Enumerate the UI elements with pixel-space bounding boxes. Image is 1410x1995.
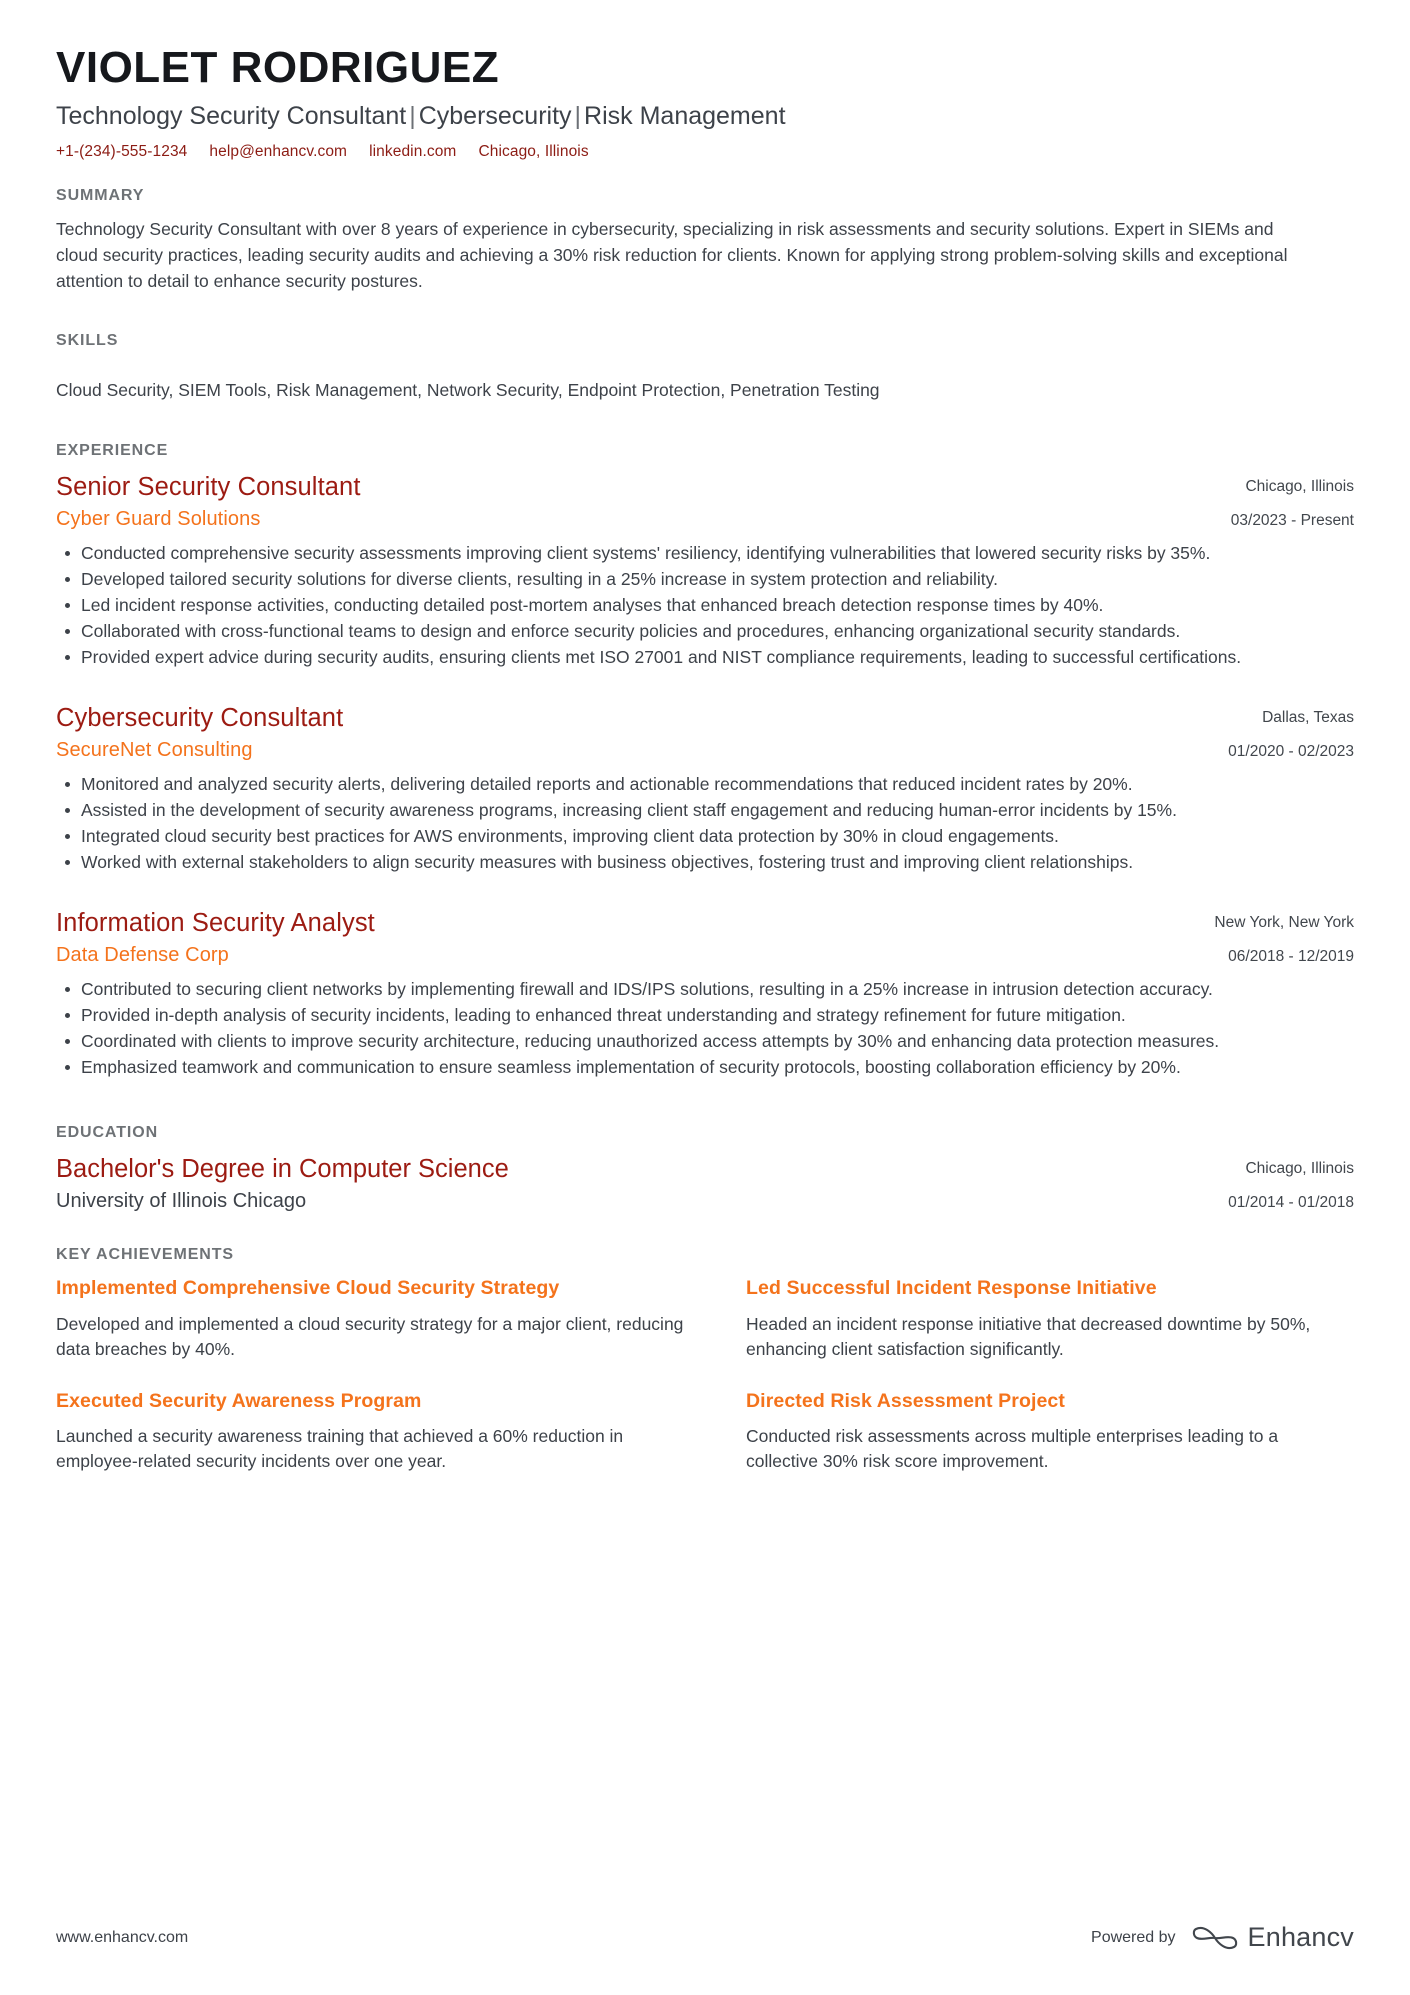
experience-entry-titles — [56, 908, 1214, 968]
job-location: New York, New York — [1214, 913, 1354, 931]
school-dates: 01/2014 - 01/2018 — [1228, 1194, 1354, 1212]
experience-entry-header — [56, 908, 1354, 968]
achievement-title: Led Successful Incident Response Initiative — [746, 1277, 1157, 1300]
experience-entry-header — [56, 472, 1354, 532]
education-entry-meta — [1228, 1154, 1354, 1211]
achievement-title: Implemented Comprehensive Cloud Security Strategy — [56, 1277, 560, 1300]
experience-entry-meta — [1231, 472, 1354, 529]
section-title-skills: SKILLS — [56, 332, 119, 350]
job-bullet: Integrated cloud security best practices for AWS environments, improving client data protection by 30% in cloud engagements. — [56, 824, 1354, 849]
job-title: Senior Security Consultant — [56, 472, 361, 501]
contact-email[interactable]: help@enhancv.com — [209, 143, 348, 161]
achievement-description: Headed an incident response initiative that decreased downtime by 50%, enhancing client satisfaction significantly. — [746, 1313, 1311, 1360]
headline-separator-2: | — [574, 101, 582, 130]
summary-text: Technology Security Consultant with over 8 years of experience in cybersecurity, specializing in risk assessments and security solutions. Expert in SIEMs and cloud security practices, leading security audits and achieving a 30% risk reduction for clients. Known for applying strong problem-solving skills and exceptional attention to detail to enhance security postures. — [56, 219, 1288, 291]
achievement-item — [56, 1389, 716, 1475]
experience-entry — [56, 908, 1354, 1081]
spacer — [56, 298, 1354, 332]
experience-entry-header — [56, 703, 1354, 763]
degree-title: Bachelor's Degree in Computer Science — [56, 1155, 509, 1184]
job-bullet-list — [56, 977, 1354, 1081]
section-title-summary: SUMMARY — [56, 187, 145, 205]
resume-header — [56, 42, 1354, 161]
job-title: Cybersecurity Consultant — [56, 703, 344, 732]
job-bullet: Provided expert advice during security audits, ensuring clients met ISO 27001 and NIST compliance requirements, leading to successful certifications. — [56, 645, 1354, 670]
section-title-key-achievements: KEY ACHIEVEMENTS — [56, 1246, 234, 1264]
job-bullet: Monitored and analyzed security alerts, delivering detailed reports and actionable recommendations that reduced incident rates by 20%. — [56, 772, 1354, 797]
achievement-item — [746, 1389, 1354, 1475]
job-bullet: Coordinated with clients to improve security architecture, reducing unauthorized access attempts by 30% and enhancing data protection measures. — [56, 1029, 1354, 1054]
enhancv-brand — [1192, 1922, 1354, 1953]
experience-entry — [56, 703, 1354, 876]
company-name: SecureNet Consulting — [56, 738, 253, 761]
section-key-achievements — [56, 1246, 1354, 1474]
achievement-title: Executed Security Awareness Program — [56, 1389, 422, 1412]
candidate-name: VIOLET RODRIGUEZ — [56, 43, 500, 92]
footer-website[interactable]: www.enhancv.com — [56, 1928, 189, 1946]
section-experience — [56, 442, 1354, 1081]
candidate-headline — [56, 100, 1354, 133]
job-bullet: Contributed to securing client networks by implementing firewall and IDS/IPS solutions, resulting in a 25% increase in intrusion detection accuracy. — [56, 977, 1354, 1002]
job-dates: 06/2018 - 12/2019 — [1228, 947, 1354, 965]
achievement-description: Developed and implemented a cloud security strategy for a major client, reducing data breaches by 40%. — [56, 1313, 684, 1360]
job-bullet: Emphasized teamwork and communication to ensure seamless implementation of security protocols, boosting collaboration efficiency by 20%. — [56, 1055, 1354, 1080]
key-achievements-grid — [56, 1276, 1354, 1474]
job-bullet: Conducted comprehensive security assessments improving client systems' resiliency, identifying vulnerabilities that lowered security risks by 35%. — [56, 541, 1354, 566]
section-skills — [56, 332, 1354, 404]
experience-entry-meta — [1228, 703, 1354, 760]
job-title: Information Security Analyst — [56, 908, 375, 937]
job-location: Dallas, Texas — [1262, 708, 1354, 726]
spacer — [56, 1224, 1354, 1246]
job-location: Chicago, Illinois — [1245, 477, 1354, 495]
education-entry-header — [56, 1154, 1354, 1214]
job-dates: 01/2020 - 02/2023 — [1228, 742, 1354, 760]
headline-part-3: Risk Management — [584, 101, 786, 130]
school-name: University of Illinois Chicago — [56, 1190, 307, 1213]
job-bullet: Led incident response activities, conducting detailed post-mortem analyses that enhanced breach detection response times by 40%. — [56, 593, 1354, 618]
education-entry — [56, 1154, 1354, 1214]
spacer — [56, 408, 1354, 442]
section-education — [56, 1124, 1354, 1214]
enhancv-brand-name: Enhancv — [1247, 1922, 1354, 1952]
job-bullet: Assisted in the development of security awareness programs, increasing client staff engagement and reducing human-error incidents by 15%. — [56, 798, 1354, 823]
job-bullet: Developed tailored security solutions for diverse clients, resulting in a 25% increase in system protection and reliability. — [56, 567, 1354, 592]
experience-entry-titles — [56, 703, 1228, 763]
experience-entry — [56, 472, 1354, 671]
experience-entry-titles — [56, 472, 1231, 532]
achievement-description: Launched a security awareness training that achieved a 60% reduction in employee-related security incidents over one year. — [56, 1425, 624, 1472]
contact-linkedin[interactable]: linkedin.com — [369, 143, 457, 161]
experience-entry-meta — [1214, 908, 1354, 965]
enhancv-logo-icon — [1192, 1923, 1238, 1953]
headline-part-2: Cybersecurity — [418, 101, 572, 130]
achievement-title: Directed Risk Assessment Project — [746, 1389, 1065, 1412]
job-bullet: Provided in-depth analysis of security incidents, leading to enhanced threat understanding and strategy refinement for future mitigation. — [56, 1003, 1354, 1028]
contact-phone[interactable]: +1-(234)-555-1234 — [56, 143, 188, 161]
contact-location: Chicago, Illinois — [478, 143, 589, 161]
achievement-description: Conducted risk assessments across multiple enterprises leading to a collective 30% risk score improvement. — [746, 1425, 1279, 1472]
achievement-item — [746, 1276, 1354, 1362]
company-name: Cyber Guard Solutions — [56, 507, 261, 530]
skills-text: Cloud Security, SIEM Tools, Risk Management, Network Security, Endpoint Protection, Penetration Testing — [56, 380, 880, 401]
section-title-education: EDUCATION — [56, 1124, 159, 1142]
spacer — [56, 1090, 1354, 1124]
headline-separator-1: | — [409, 101, 416, 130]
footer-branding — [1091, 1922, 1354, 1953]
section-title-experience: EXPERIENCE — [56, 441, 169, 459]
spacer — [56, 681, 1354, 703]
contact-row — [56, 143, 1354, 161]
section-summary — [56, 187, 1354, 294]
spacer — [56, 886, 1354, 908]
job-bullet-list — [56, 772, 1354, 876]
school-location: Chicago, Illinois — [1245, 1160, 1354, 1178]
job-bullet: Worked with external stakeholders to align security measures with business objectives, fostering trust and improving client relationships. — [56, 850, 1354, 875]
page-footer — [56, 1922, 1354, 1953]
powered-by-label: Powered by — [1091, 1928, 1176, 1946]
job-bullet-list — [56, 541, 1354, 671]
company-name: Data Defense Corp — [56, 943, 229, 966]
spacer — [56, 362, 1354, 378]
education-entry-titles — [56, 1154, 1228, 1214]
headline-part-1: Technology Security Consultant — [56, 101, 407, 130]
job-dates: 03/2023 - Present — [1230, 511, 1354, 529]
job-bullet: Collaborated with cross-functional teams to design and enforce security policies and procedures, enhancing organizational security standards. — [56, 619, 1354, 644]
achievement-item — [56, 1276, 716, 1362]
